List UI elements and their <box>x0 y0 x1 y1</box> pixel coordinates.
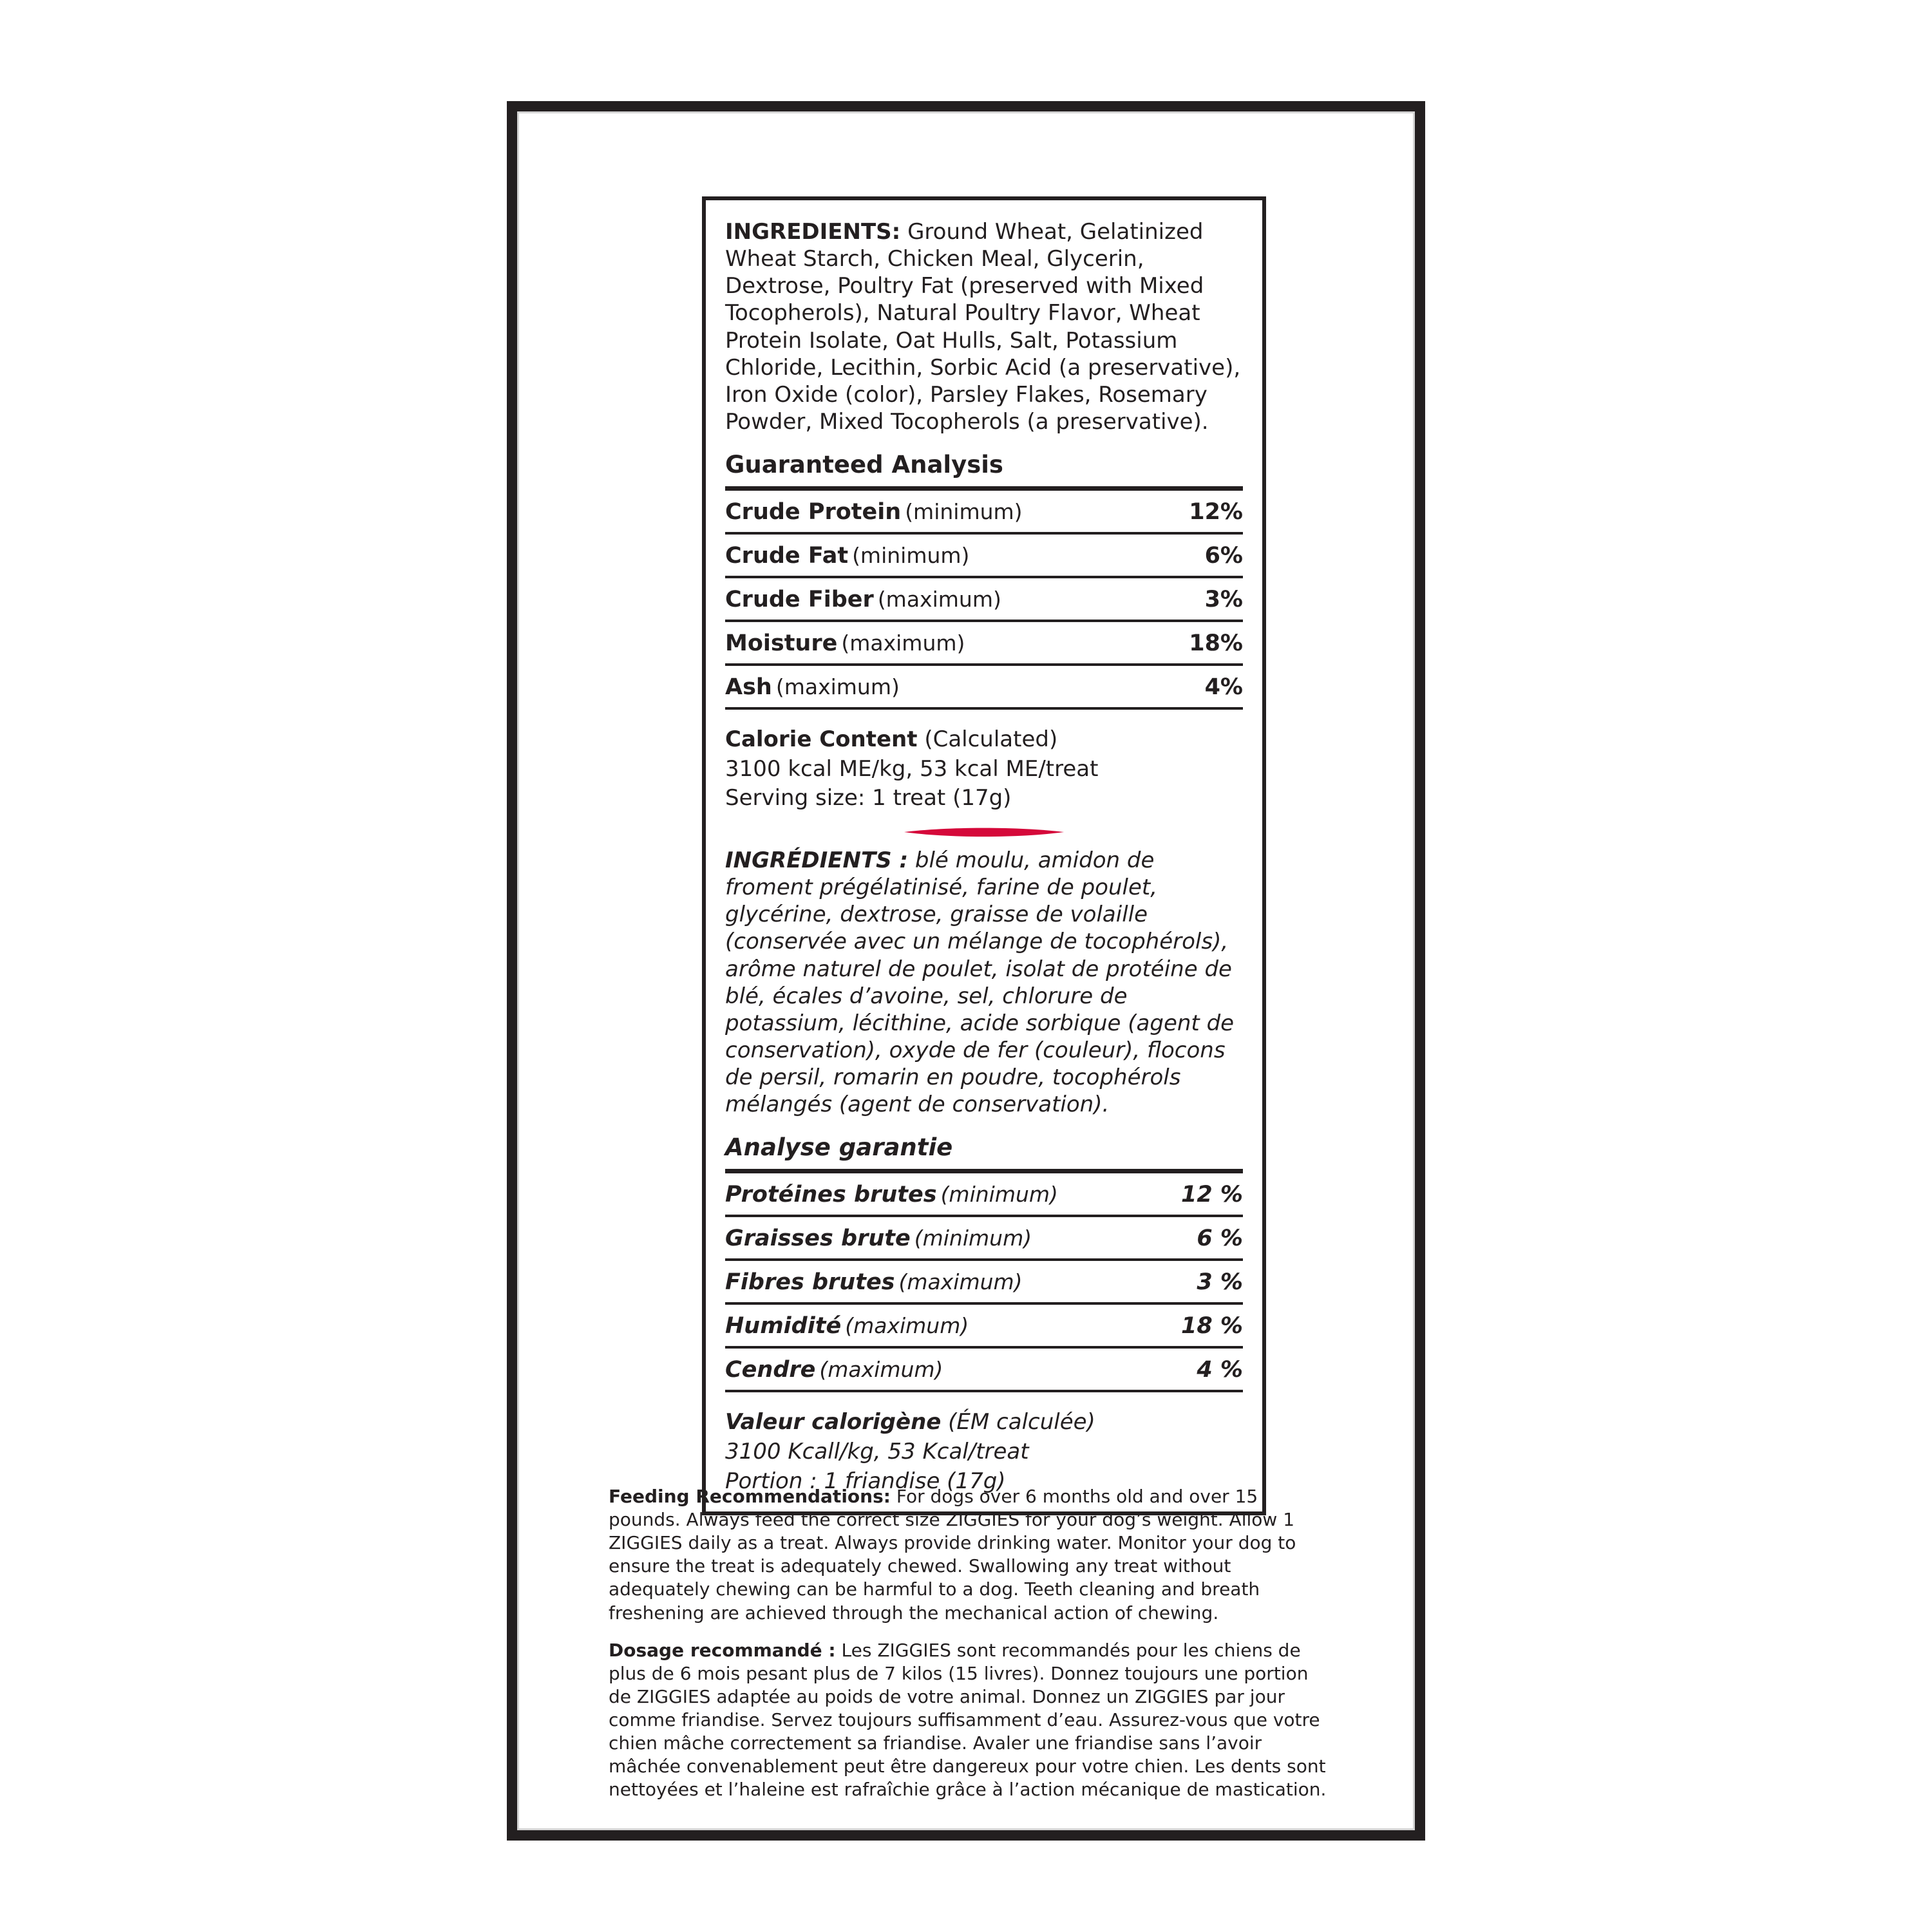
analysis-row-value: 18 % <box>1181 1313 1243 1340</box>
analysis-row <box>725 1173 1243 1217</box>
analysis-row-qualifier: (minimum) <box>905 499 1023 525</box>
analyse-garantie-table <box>725 1173 1243 1392</box>
analysis-row-value: 4% <box>1204 674 1243 701</box>
feeding-en-lead: Feeding Recommendations: <box>609 1486 891 1507</box>
analysis-row-label: Crude Fiber <box>725 587 874 613</box>
analysis-row-label: Fibres brutes <box>725 1269 895 1296</box>
analysis-row-qualifier: (minimum) <box>852 543 970 569</box>
analysis-row <box>725 1261 1243 1305</box>
calorie-content-block <box>725 725 1243 813</box>
analysis-row-label: Cendre <box>725 1357 816 1383</box>
analysis-row-left <box>725 499 1023 525</box>
feeding-en-text: For dogs over 6 months old and over 15 pounds. Always feed the correct size ZIGGIES for your dog’s weight. Allow 1 ZIGGIES daily as a treat. Always provide drinking water. Monitor your dog to ensure the treat is adequately chewed. Swallowing any treat without adequately chewing can be harmful to a dog. Teeth cleaning and breath freshening are achieved through the mechanical action of chewing. <box>609 1486 1296 1624</box>
analyse-garantie-heading: Analyse garantie <box>725 1133 953 1162</box>
analysis-row-qualifier: (minimum) <box>940 1182 1058 1208</box>
ingredients-en-text: Ground Wheat, Gelatinized Wheat Starch, Chicken Meal, Glycerin, Dextrose, Poultry Fat (preserved with Mixed Tocopherols), Natural Poultry Flavor, Wheat Protein Isolate, Oat Hulls, Salt, Potassium Chloride, Lecithin, Sorbic Acid (a preservative), Iron Oxide (color), Parsley Flakes, Rosemary Powder, Mixed Tocopherols (a preservative). <box>725 219 1241 435</box>
analysis-row-label: Protéines brutes <box>725 1182 937 1208</box>
analysis-row-qualifier: (maximum) <box>898 1269 1023 1295</box>
analysis-row-value: 4 % <box>1197 1357 1243 1383</box>
calorie-content-lead: Calorie Content <box>725 726 918 753</box>
analysis-row-left <box>725 630 965 656</box>
analysis-row-value: 3% <box>1204 587 1243 613</box>
calorie-content-line1: 3100 kcal ME/kg, 53 kcal ME/treat <box>725 755 1099 782</box>
analysis-row-label: Crude Protein <box>725 499 902 526</box>
analysis-row-label: Ash <box>725 674 772 701</box>
analysis-row-value: 12 % <box>1181 1182 1243 1208</box>
analysis-row-left <box>725 543 969 569</box>
analysis-row <box>725 535 1243 578</box>
analysis-row-qualifier: (maximum) <box>775 674 900 700</box>
analysis-row <box>725 578 1243 622</box>
feeding-fr-text: Les ZIGGIES sont recommandés pour les chiens de plus de 6 mois pesant plus de 7 kilos (15 livres). Donnez toujours une portion de ZIGGIES adaptée au poids de votre animal. Donnez un ZIGGIES par jour comme friandise. Servez toujours suffisamment d’eau. Assurez-vous que votre chien mâche correctement sa friandise. Avaler une friandise sans l’avoir mâchée convenablement peut être dangereux pour votre chien. Les dents sont nettoyées et l’haleine est rafraîchie grâce à l’action mécanique de mastication. <box>609 1639 1327 1801</box>
analysis-row-left <box>725 1269 1023 1295</box>
analysis-row-left <box>725 674 900 700</box>
analyse-garantie-top-rule <box>725 1169 1243 1173</box>
analysis-row-left <box>725 1357 943 1383</box>
analysis-row <box>725 1217 1243 1261</box>
analysis-row-value: 6 % <box>1197 1226 1243 1252</box>
analysis-row-value: 6% <box>1204 543 1243 569</box>
analysis-row <box>725 622 1243 666</box>
valeur-calorigene-line2: Portion : 1 friandise (17g) <box>725 1468 1006 1494</box>
valeur-calorigene-qualifier: (ÉM calculée) <box>948 1409 1095 1435</box>
calorie-content-heading <box>725 725 1243 755</box>
analysis-row-qualifier: (maximum) <box>877 587 1001 612</box>
analysis-row-qualifier: (maximum) <box>845 1313 969 1339</box>
ingredients-fr-paragraph <box>725 847 1243 1119</box>
analysis-row-value: 18% <box>1189 630 1243 657</box>
ingredients-en-lead: INGREDIENTS: <box>725 219 901 245</box>
analysis-row-label: Graisses brute <box>725 1226 911 1252</box>
analysis-row <box>725 1349 1243 1392</box>
red-divider-icon <box>725 825 1243 839</box>
feeding-fr-paragraph <box>609 1639 1331 1802</box>
valeur-calorigene-lead: Valeur calorigène <box>725 1409 942 1435</box>
analysis-row-left <box>725 1182 1058 1208</box>
analysis-row-left <box>725 1313 969 1339</box>
analysis-row-label: Crude Fat <box>725 543 849 569</box>
guaranteed-analysis-top-rule <box>725 486 1243 491</box>
nutrition-panel <box>702 196 1266 1515</box>
guaranteed-analysis-heading: Guaranteed Analysis <box>725 451 1003 479</box>
analysis-row-qualifier: (maximum) <box>841 630 965 656</box>
analysis-row-qualifier: (minimum) <box>914 1226 1032 1251</box>
analysis-row <box>725 666 1243 710</box>
valeur-calorigene-block <box>725 1408 1243 1496</box>
feeding-fr-lead: Dosage recommandé : <box>609 1639 836 1661</box>
analysis-row <box>725 1305 1243 1349</box>
valeur-calorigene-line1: 3100 Kcall/kg, 53 Kcal/treat <box>725 1439 1029 1464</box>
ingredients-en-paragraph <box>725 218 1243 435</box>
analysis-row-qualifier: (maximum) <box>819 1357 943 1383</box>
feeding-recommendations-section <box>609 1485 1331 1801</box>
analysis-row-value: 3 % <box>1197 1269 1243 1296</box>
analysis-row-value: 12% <box>1189 499 1243 526</box>
analysis-row-label: Moisture <box>725 630 838 657</box>
feeding-en-paragraph <box>609 1485 1331 1625</box>
ingredients-fr-text: blé moulu, amidon de froment prégélatinisé, farine de poulet, glycérine, dextrose, graisse de volaille (conservée avec un mélange de tocophérols), arôme naturel de poulet, isolat de protéine de blé, écales d’avoine, sel, chlorure de potassium, lécithine, acide sorbique (agent de conservation), oxyde de fer (couleur), flocons de persil, romarin en poudre, tocophérols mélangés (agent de conservation). <box>725 847 1235 1118</box>
calorie-content-line2: Serving size: 1 treat (17g) <box>725 785 1012 811</box>
ingredients-fr-lead: INGRÉDIENTS : <box>725 847 909 873</box>
guaranteed-analysis-table <box>725 491 1243 710</box>
analysis-row <box>725 491 1243 535</box>
valeur-calorigene-heading <box>725 1408 1243 1437</box>
calorie-content-qualifier: (Calculated) <box>924 726 1058 753</box>
analysis-row-left <box>725 1226 1032 1251</box>
analysis-row-left <box>725 587 1001 612</box>
analysis-row-label: Humidité <box>725 1313 842 1340</box>
